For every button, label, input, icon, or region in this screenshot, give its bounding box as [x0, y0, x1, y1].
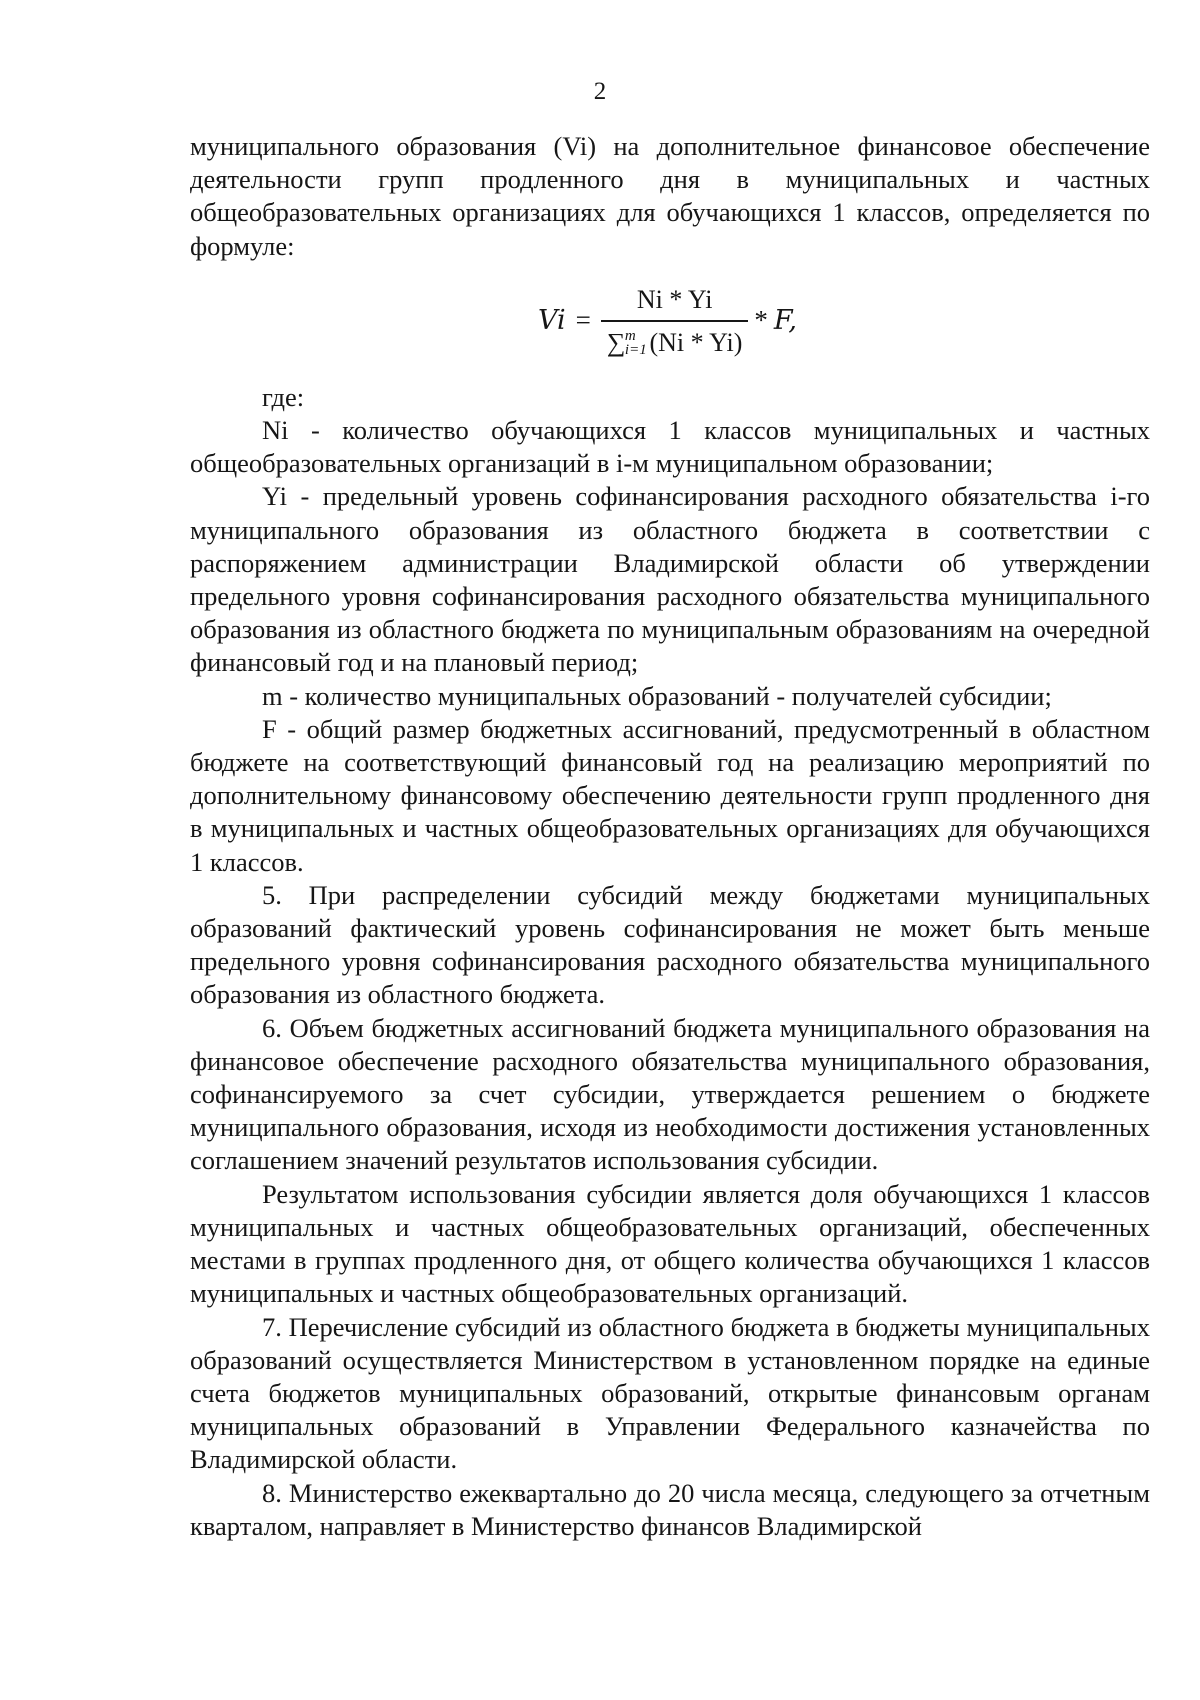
definition-ni: Ni - количество обучающихся 1 классов муниципальных и частных общеобразовательных организаций в i-м муниципальном образовании;	[190, 415, 1150, 479]
formula-equals: =	[575, 305, 591, 336]
page-number: 2	[593, 78, 607, 105]
paragraph-intro: муниципального образования (Vi) на дополнительное финансовое обеспечение деятельности групп продленного дня в муниципальных и частных общеобразовательных организациях для обучающихся 1 классов, определяется по формуле:	[190, 131, 1150, 261]
paragraph-where: где:	[262, 381, 305, 412]
definition-yi: Yi - предельный уровень софинансирования расходного обязательства i-го муниципального образования из областного бюджета в соответствии с распоряжением администрации Владимирской области об утверждении предельного уровня софинансирования расходного обязательства муниципального образования из областного бюджета по муниципальным образованиям на очередной финансовый год и на плановый период;	[190, 481, 1150, 678]
formula-numerator: Ni * Yi	[636, 284, 713, 314]
sigma-icon: ∑	[606, 327, 626, 357]
formula-expression	[538, 283, 797, 359]
definition-m: m - количество муниципальных образований - получателей субсидии;	[262, 680, 1052, 711]
paragraph-result: Результатом использования субсидии является доля обучающихся 1 классов муниципальных и частных общеобразовательных организаций, обеспеченных местами в группах продленного дня, от общего количества обучающихся 1 классов муниципальных и частных общеобразовательных организаций.	[190, 1178, 1150, 1309]
sigma-symbol	[607, 326, 650, 359]
formula-fraction	[601, 283, 748, 359]
formula-rhs: F,	[773, 305, 797, 337]
definition-f: F - общий размер бюджетных ассигнований, предусмотренный в областном бюджете на соответствующий финансовый год на реализацию мероприятий по дополнительному финансовому обеспечению деятельности групп продленного дня в муниципальных и частных общеобразовательных организациях для обучающихся 1 классов.	[190, 713, 1150, 877]
paragraph-8: 8. Министерство ежеквартально до 20 числа месяца, следующего за отчетным кварталом, направляет в Министерство финансов Владимирской	[190, 1477, 1150, 1541]
formula-denominator-body: (Ni * Yi)	[649, 327, 743, 357]
paragraph-6: 6. Объем бюджетных ассигнований бюджета муниципального образования на финансовое обеспечение расходного обязательства муниципального образования, софинансируемого за счет субсидии, утверждается решением о бюджете муниципального образования, исходя из необходимости достижения установленных соглашением значений результатов использования субсидии.	[190, 1012, 1150, 1176]
formula-multiply: *	[754, 305, 768, 336]
formula-lhs: Vi	[538, 305, 566, 337]
document-body	[190, 130, 1150, 1543]
paragraph-7: 7. Перечисление субсидий из областного бюджета в бюджеты муниципальных образований осуществляется Министерством в установленном порядке на единые счета бюджетов муниципальных образований, открытые финансовым органам муниципальных образований в Управлении Федерального казначейства по Владимирской области.	[190, 1311, 1150, 1475]
sigma-upper-limit: m	[624, 327, 636, 344]
paragraph-5: 5. При распределении субсидий между бюджетами муниципальных образований фактический уровень софинансирования не может быть меньше предельного уровня софинансирования расходного обязательства муниципального образования из областного бюджета.	[190, 879, 1150, 1010]
sigma-lower-limit: i=1	[624, 341, 647, 358]
formula	[190, 263, 1150, 381]
formula-denominator	[601, 322, 748, 359]
